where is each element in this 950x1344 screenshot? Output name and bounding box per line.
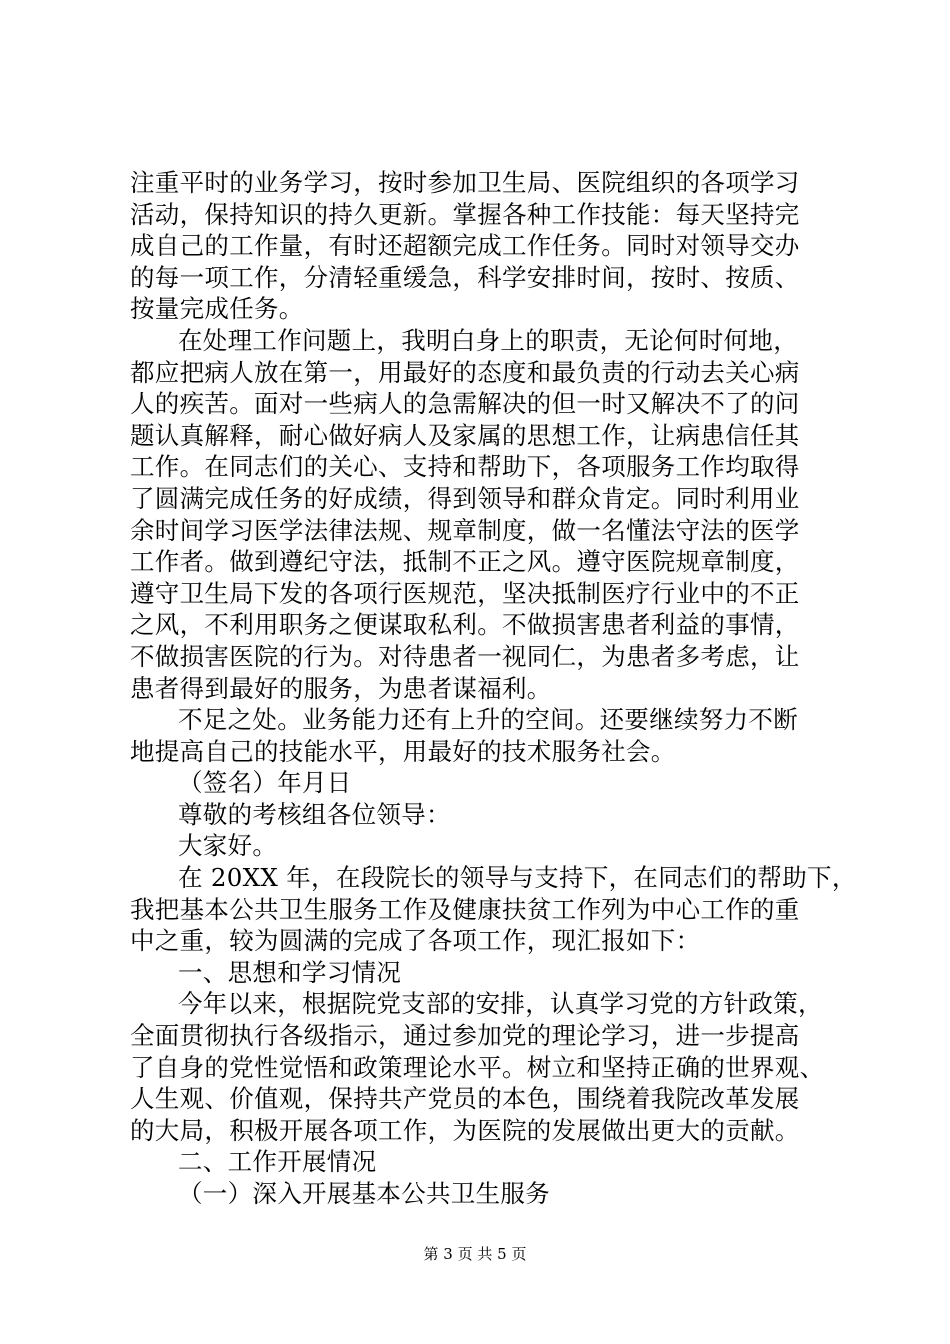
text-line: 人生观、价值观，保持共产党员的本色，围绕着我院改革发展 xyxy=(130,1084,800,1114)
text-line: 遵守卫生局下发的各项行医规范，坚决抵制医疗行业中的不正 xyxy=(130,578,800,608)
text-line: 地提高自己的技能水平，用最好的技术服务社会。 xyxy=(130,736,676,766)
text-line: 工作者。做到遵纪守法，抵制不正之风。遵守医院规章制度， xyxy=(130,547,800,577)
text-line: 人的疾苦。面对一些病人的急需解决的但一时又解决不了的问 xyxy=(130,389,800,419)
text-line: 按量完成任务。 xyxy=(130,294,304,324)
text-line: 了圆满完成任务的好成绩，得到领导和群众肯定。同时利用业 xyxy=(130,483,800,513)
text-line: 成自己的工作量，有时还超额完成工作任务。同时对领导交办 xyxy=(130,231,800,261)
document-body xyxy=(130,167,857,1210)
text-line: 活动，保持知识的持久更新。掌握各种工作技能：每天坚持完 xyxy=(130,199,800,229)
text-line: 题认真解释，耐心做好病人及家属的思想工作，让病患信任其 xyxy=(130,420,800,450)
text-line: （一）深入开展基本公共卫生服务 xyxy=(178,1179,550,1208)
text-line: 中之重，较为圆满的完成了各项工作，现汇报如下： xyxy=(130,926,701,956)
text-line: 在 20XX 年，在段院长的领导与支持下，在同志们的帮助下， xyxy=(178,863,857,893)
text-line: 一、思想和学习情况 xyxy=(178,957,402,987)
text-line: 二、工作开展情况 xyxy=(178,1147,377,1177)
text-line: 不足之处。业务能力还有上升的空间。还要继续努力不断 xyxy=(178,705,798,735)
text-line: 注重平时的业务学习，按时参加卫生局、医院组织的各项学习 xyxy=(130,168,800,197)
text-line: 了自身的党性觉悟和政策理论水平。树立和坚持正确的世界观、 xyxy=(130,1052,825,1082)
text-line: 全面贯彻执行各级指示，通过参加党的理论学习，进一步提高 xyxy=(130,1021,800,1051)
text-line: 的每一项工作，分清轻重缓急，科学安排时间，按时、按质、 xyxy=(130,262,800,292)
text-line: 尊敬的考核组各位领导： xyxy=(178,799,451,829)
text-line: （签名）年月日 xyxy=(178,768,352,798)
text-line: 的大局，积极开展各项工作，为医院的发展做出更大的贡献。 xyxy=(130,1115,800,1145)
text-line: 之风，不利用职务之便谋取私利。不做损害患者利益的事情， xyxy=(130,610,800,640)
text-line: 都应把病人放在第一，用最好的态度和最负责的行动去关心病 xyxy=(130,357,800,387)
text-line: 大家好。 xyxy=(178,831,278,861)
text-line: 今年以来，根据院党支部的安排，认真学习党的方针政策， xyxy=(178,989,823,1019)
text-line: 在处理工作问题上，我明白身上的职责，无论何时何地， xyxy=(178,325,798,355)
page-footer: 第 3 页 共 5 页 xyxy=(423,1245,527,1263)
text-line: 不做损害医院的行为。对待患者一视同仁，为患者多考虑，让 xyxy=(130,641,800,671)
text-line: 余时间学习医学法律法规、规章制度，做一名懂法守法的医学 xyxy=(130,515,800,545)
text-line: 我把基本公共卫生服务工作及健康扶贫工作列为中心工作的重 xyxy=(130,894,800,924)
text-line: 工作。在同志们的关心、支持和帮助下，各项服务工作均取得 xyxy=(130,452,800,482)
text-line: 患者得到最好的服务，为患者谋福利。 xyxy=(130,673,552,703)
